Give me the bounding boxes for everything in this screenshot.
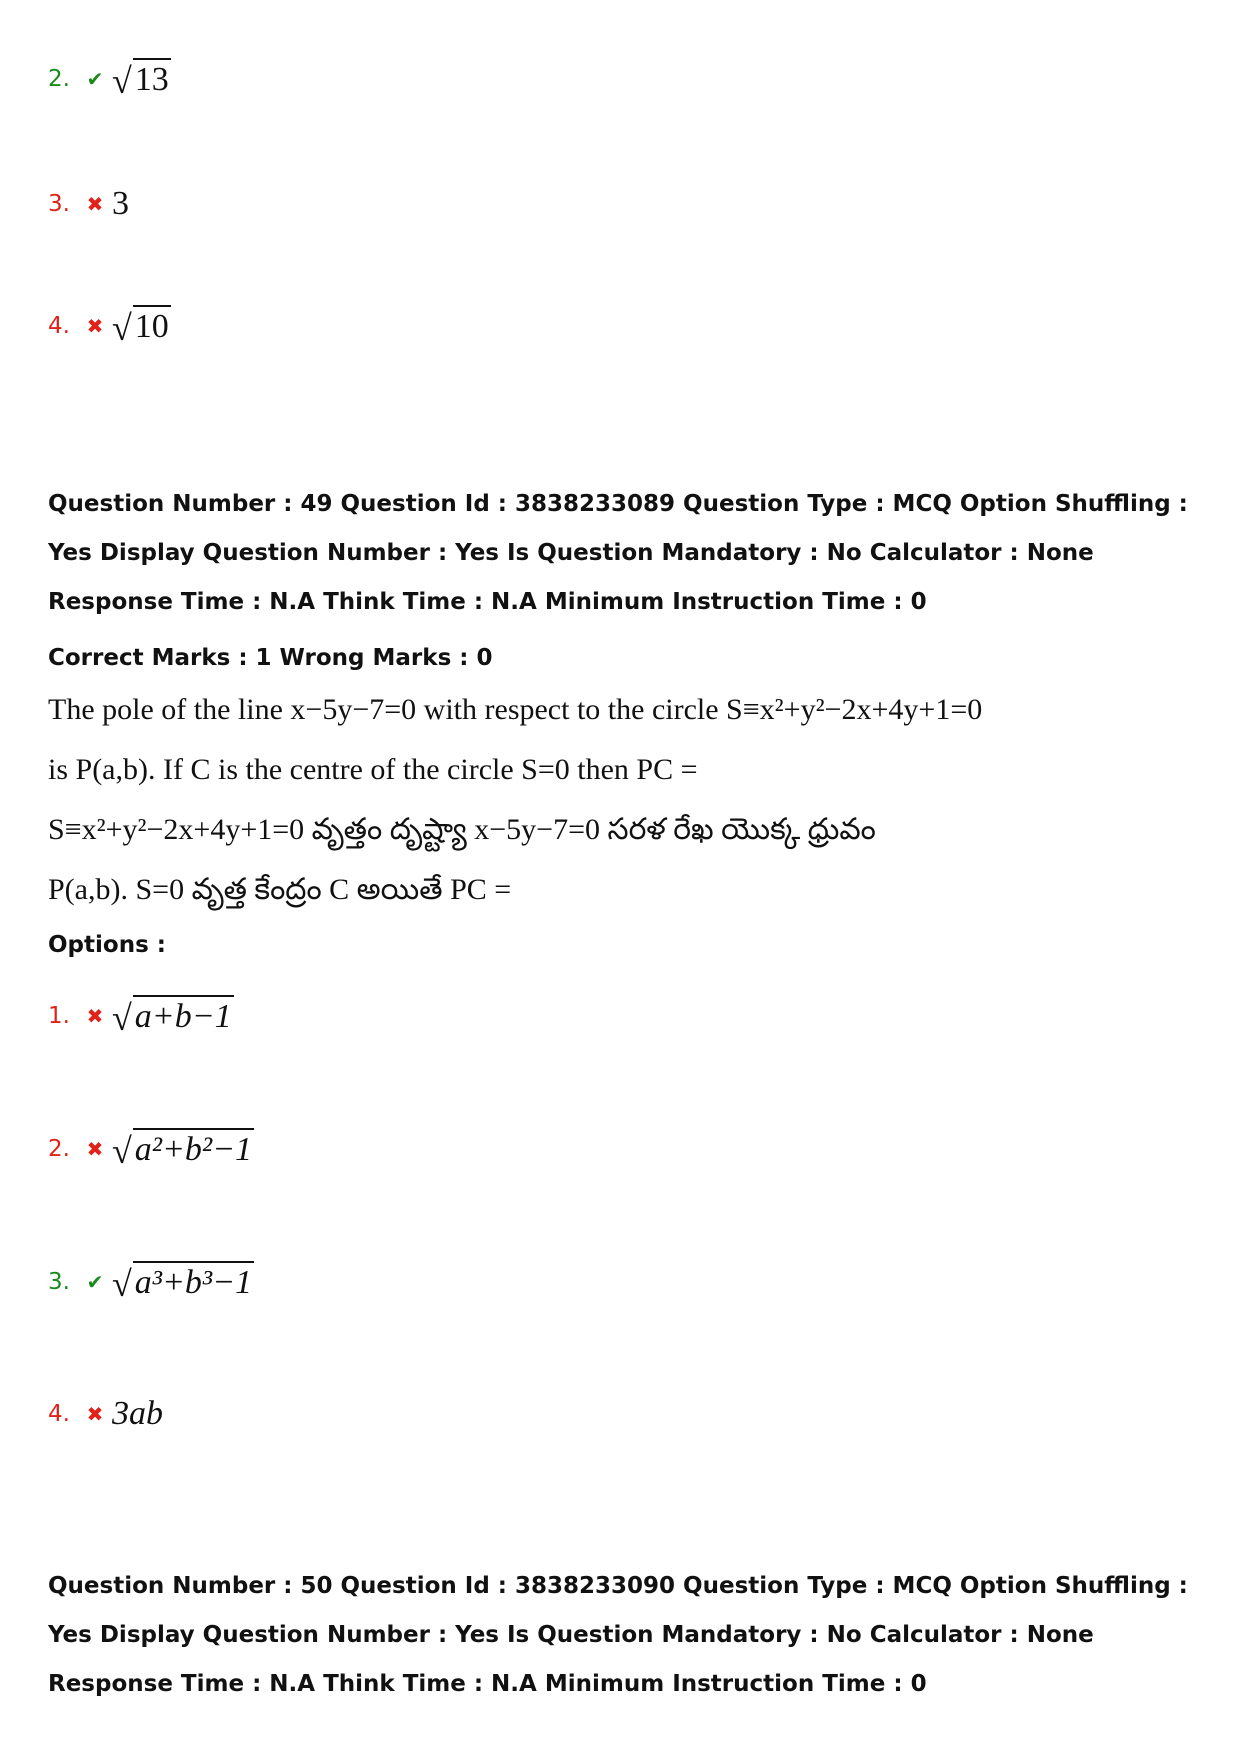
cross-icon: ✖ [86,1136,104,1161]
option-number: 4. [48,1401,70,1427]
option-number: 4. [48,312,70,339]
question-text-en-2: is P(a,b). If C is the centre of the circle S=0 then PC = [48,753,698,786]
option-row [48,1261,254,1305]
option-number: 3. [48,191,70,217]
option-row [48,1128,254,1172]
question-meta: Question Number : 49 Question Id : 3838233089 Question Type : MCQ Option Shuffling : Yes Display Question Number : Yes Is Question Mandatory : No Calculator : None Response Time : N.A Think Time : N.A Minimum Instruction Time : 0 [48,491,1188,615]
marks-line: Correct Marks : 1 Wrong Marks : 0 [48,645,493,671]
check-icon: ✔ [86,66,104,91]
cross-icon: ✖ [86,192,104,216]
option-expression: √ 13 [112,58,171,99]
option-number: 3. [48,1268,70,1295]
option-expression: √ a³+b³−1 [112,1261,254,1302]
option-expression: 3 [112,185,129,222]
option-row [48,995,234,1039]
option-expression: √ 10 [112,305,171,346]
option-number: 2. [48,65,70,92]
option-expression: √ a+b−1 [112,995,234,1036]
question-text-en-1: The pole of the line x−5y−7=0 with respect to the circle S≡x²+y²−2x+4y+1=0 [48,693,983,726]
option-number: 2. [48,1135,70,1162]
cross-icon: ✖ [86,1402,104,1426]
option-row [48,305,171,349]
option-row [48,185,129,223]
cross-icon: ✖ [86,313,104,338]
options-label: Options : [48,932,166,958]
option-row [48,58,171,102]
question-text-te-2: P(a,b). S=0 వృత్త కేంద్రం C అయితే PC = [48,873,512,906]
question-meta: Question Number : 50 Question Id : 3838233090 Question Type : MCQ Option Shuffling : Yes Display Question Number : Yes Is Question Mandatory : No Calculator : None Response Time : N.A Think Time : N.A Minimum Instruction Time : 0 [48,1573,1188,1697]
option-expression: √ a²+b²−1 [112,1128,254,1169]
question-text [48,680,1188,920]
option-number: 1. [48,1002,70,1029]
question-text-te-1: S≡x²+y²−2x+4y+1=0 వృత్తం దృష్ట్యా x−5y−7=0 సరళ రేఖ యొక్క ధ్రువం [48,813,876,846]
option-row [48,1395,163,1433]
option-expression: 3ab [112,1395,163,1432]
cross-icon: ✖ [86,1003,104,1028]
check-icon: ✔ [86,1269,104,1294]
